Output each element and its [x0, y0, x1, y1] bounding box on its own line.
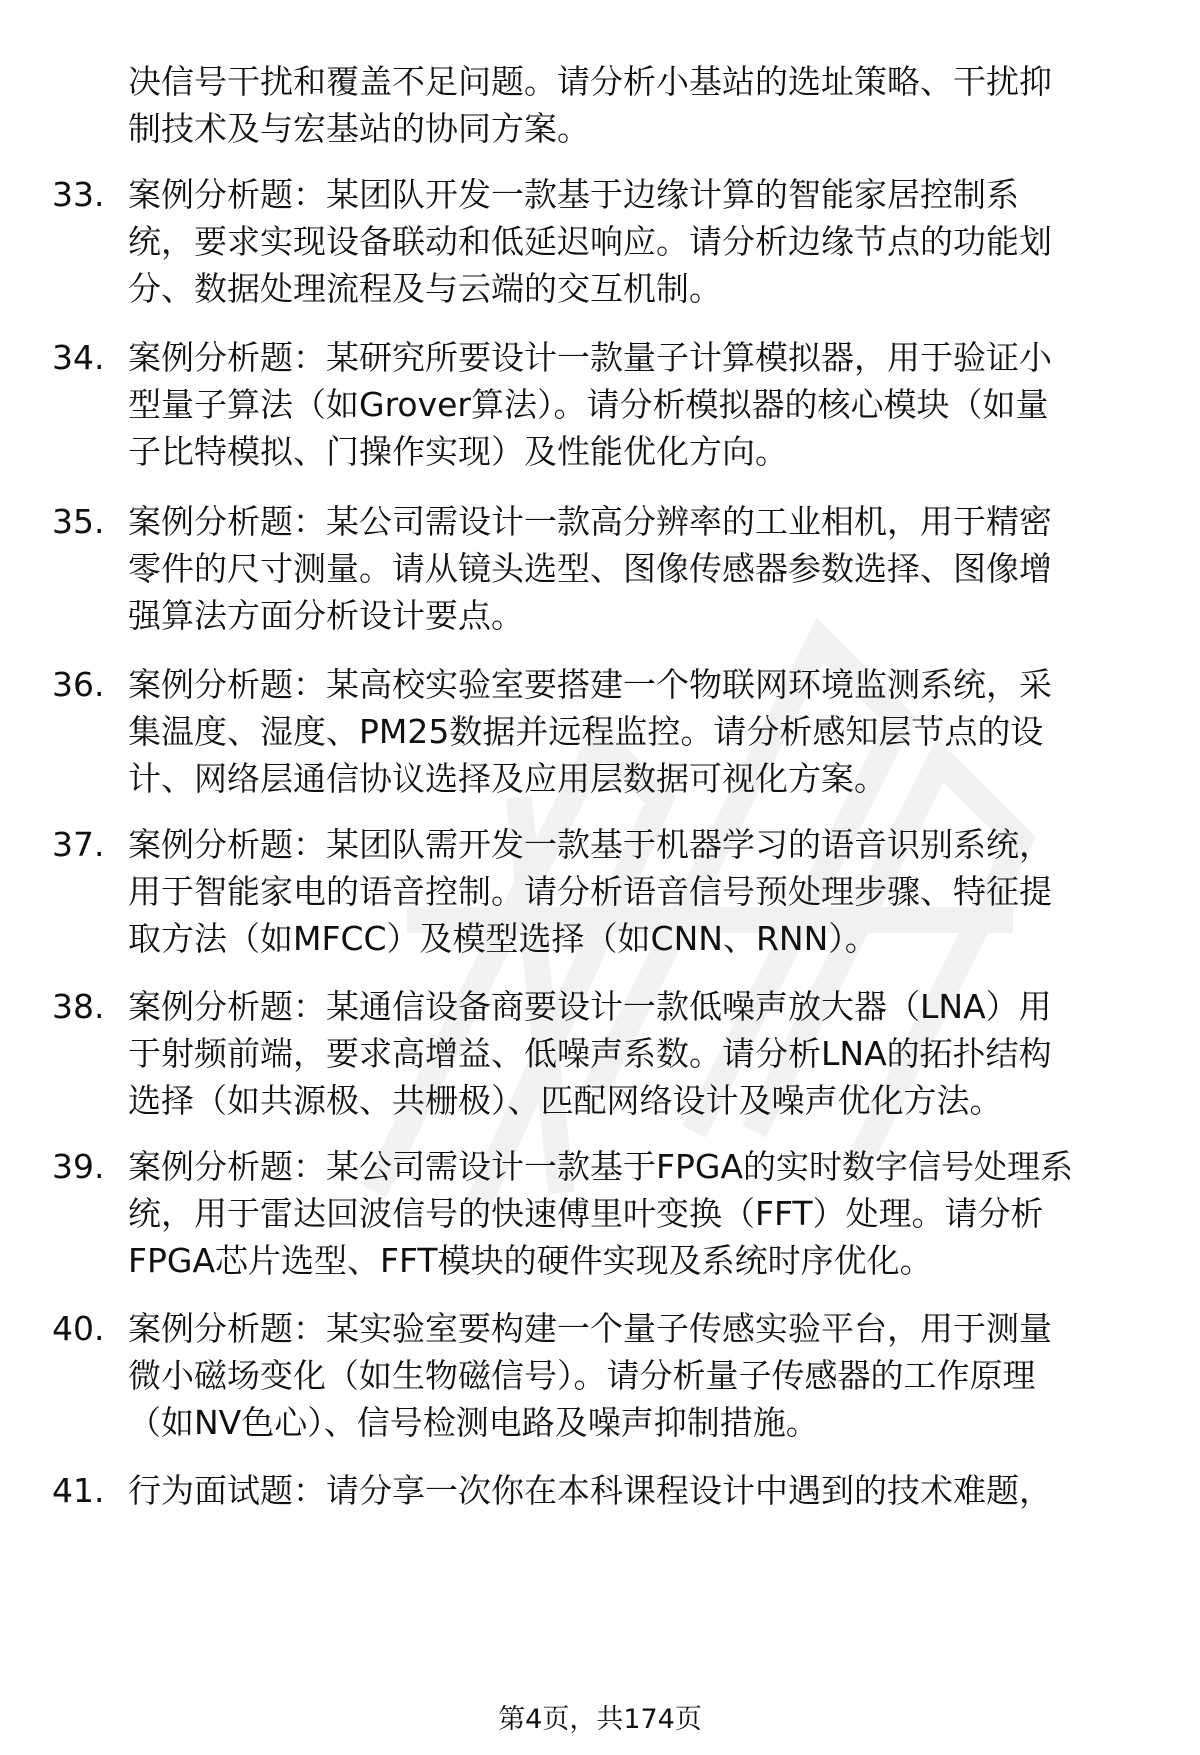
- question-number: 41.: [52, 1471, 105, 1510]
- question-line: 案例分析题：某团队开发一款基于边缘计算的智能家居控制系: [128, 175, 1019, 214]
- page-footer: 第4页，共174页: [498, 1704, 702, 1735]
- question-text: [128, 661, 1164, 802]
- question-text: [128, 498, 1164, 639]
- question-line: （如NV色心）、信号检测电路及噪声抑制措施。: [128, 1403, 819, 1442]
- question-number: 33.: [52, 175, 105, 214]
- question-line: 案例分析题：某实验室要构建一个量子传感实验平台，用于测量: [128, 1309, 1052, 1348]
- question-line: 于射频前端，要求高增益、低噪声系数。请分析LNA的拓扑结构: [128, 1034, 1052, 1073]
- question-number: 40.: [52, 1309, 105, 1348]
- question-line: 案例分析题：某研究所要设计一款量子计算模拟器，用于验证小: [128, 338, 1052, 377]
- continuation-paragraph: [128, 58, 1158, 152]
- continuation-line: 决信号干扰和覆盖不足问题。请分析小基站的选址策略、干扰抑: [128, 62, 1052, 101]
- question-line: 案例分析题：某高校实验室要搭建一个物联网环境监测系统，采: [128, 665, 1052, 704]
- question-line: 案例分析题：某公司需设计一款高分辨率的工业相机，用于精密: [128, 502, 1052, 541]
- question-text: [128, 1143, 1164, 1284]
- question-line: FPGA芯片选型、FFT模块的硬件实现及系统时序优化。: [128, 1241, 933, 1280]
- question-text: [128, 334, 1164, 475]
- question-line: 零件的尺寸测量。请从镜头选型、图像传感器参数选择、图像增: [128, 549, 1052, 588]
- question-line: 用于智能家电的语音控制。请分析语音信号预处理步骤、特征提: [128, 872, 1052, 911]
- question-line: 案例分析题：某团队需开发一款基于机器学习的语音识别系统，: [128, 825, 1052, 864]
- question-line: 子比特模拟、门操作实现）及性能优化方向。: [128, 432, 788, 471]
- question-line: 集温度、湿度、PM25数据并远程监控。请分析感知层节点的设: [128, 712, 1044, 751]
- question-line: 分、数据处理流程及与云端的交互机制。: [128, 269, 722, 308]
- continuation-line: 制技术及与宏基站的协同方案。: [128, 109, 590, 148]
- question-line: 取方法（如MFCC）及模型选择（如CNN、RNN）。: [128, 919, 878, 958]
- question-number: 39.: [52, 1147, 105, 1186]
- question-line: 统，用于雷达回波信号的快速傅里叶变换（FFT）处理。请分析: [128, 1194, 1044, 1233]
- question-line: 行为面试题：请分享一次你在本科课程设计中遇到的技术难题，: [128, 1471, 1052, 1510]
- question-number: 34.: [52, 338, 105, 377]
- question-line: 计、网络层通信协议选择及应用层数据可视化方案。: [128, 759, 887, 798]
- question-line: 强算法方面分析设计要点。: [128, 596, 524, 635]
- question-number: 38.: [52, 987, 105, 1026]
- question-text: [128, 983, 1164, 1124]
- question-number: 37.: [52, 825, 105, 864]
- question-text: [128, 1305, 1164, 1446]
- question-line: 型量子算法（如Grover算法）。请分析模拟器的核心模块（如量: [128, 385, 1049, 424]
- question-number: 36.: [52, 665, 105, 704]
- question-line: 微小磁场变化（如生物磁信号）。请分析量子传感器的工作原理: [128, 1356, 1036, 1395]
- question-text: [128, 171, 1164, 312]
- question-text: [128, 1467, 1164, 1514]
- question-line: 案例分析题：某公司需设计一款基于FPGA的实时数字信号处理系: [128, 1147, 1074, 1186]
- question-line: 选择（如共源极、共栅极）、匹配网络设计及噪声优化方法。: [128, 1081, 1003, 1120]
- question-line: 案例分析题：某通信设备商要设计一款低噪声放大器（LNA）用: [128, 987, 1052, 1026]
- question-number: 35.: [52, 502, 105, 541]
- question-text: [128, 821, 1164, 962]
- question-line: 统，要求实现设备联动和低延迟响应。请分析边缘节点的功能划: [128, 222, 1052, 261]
